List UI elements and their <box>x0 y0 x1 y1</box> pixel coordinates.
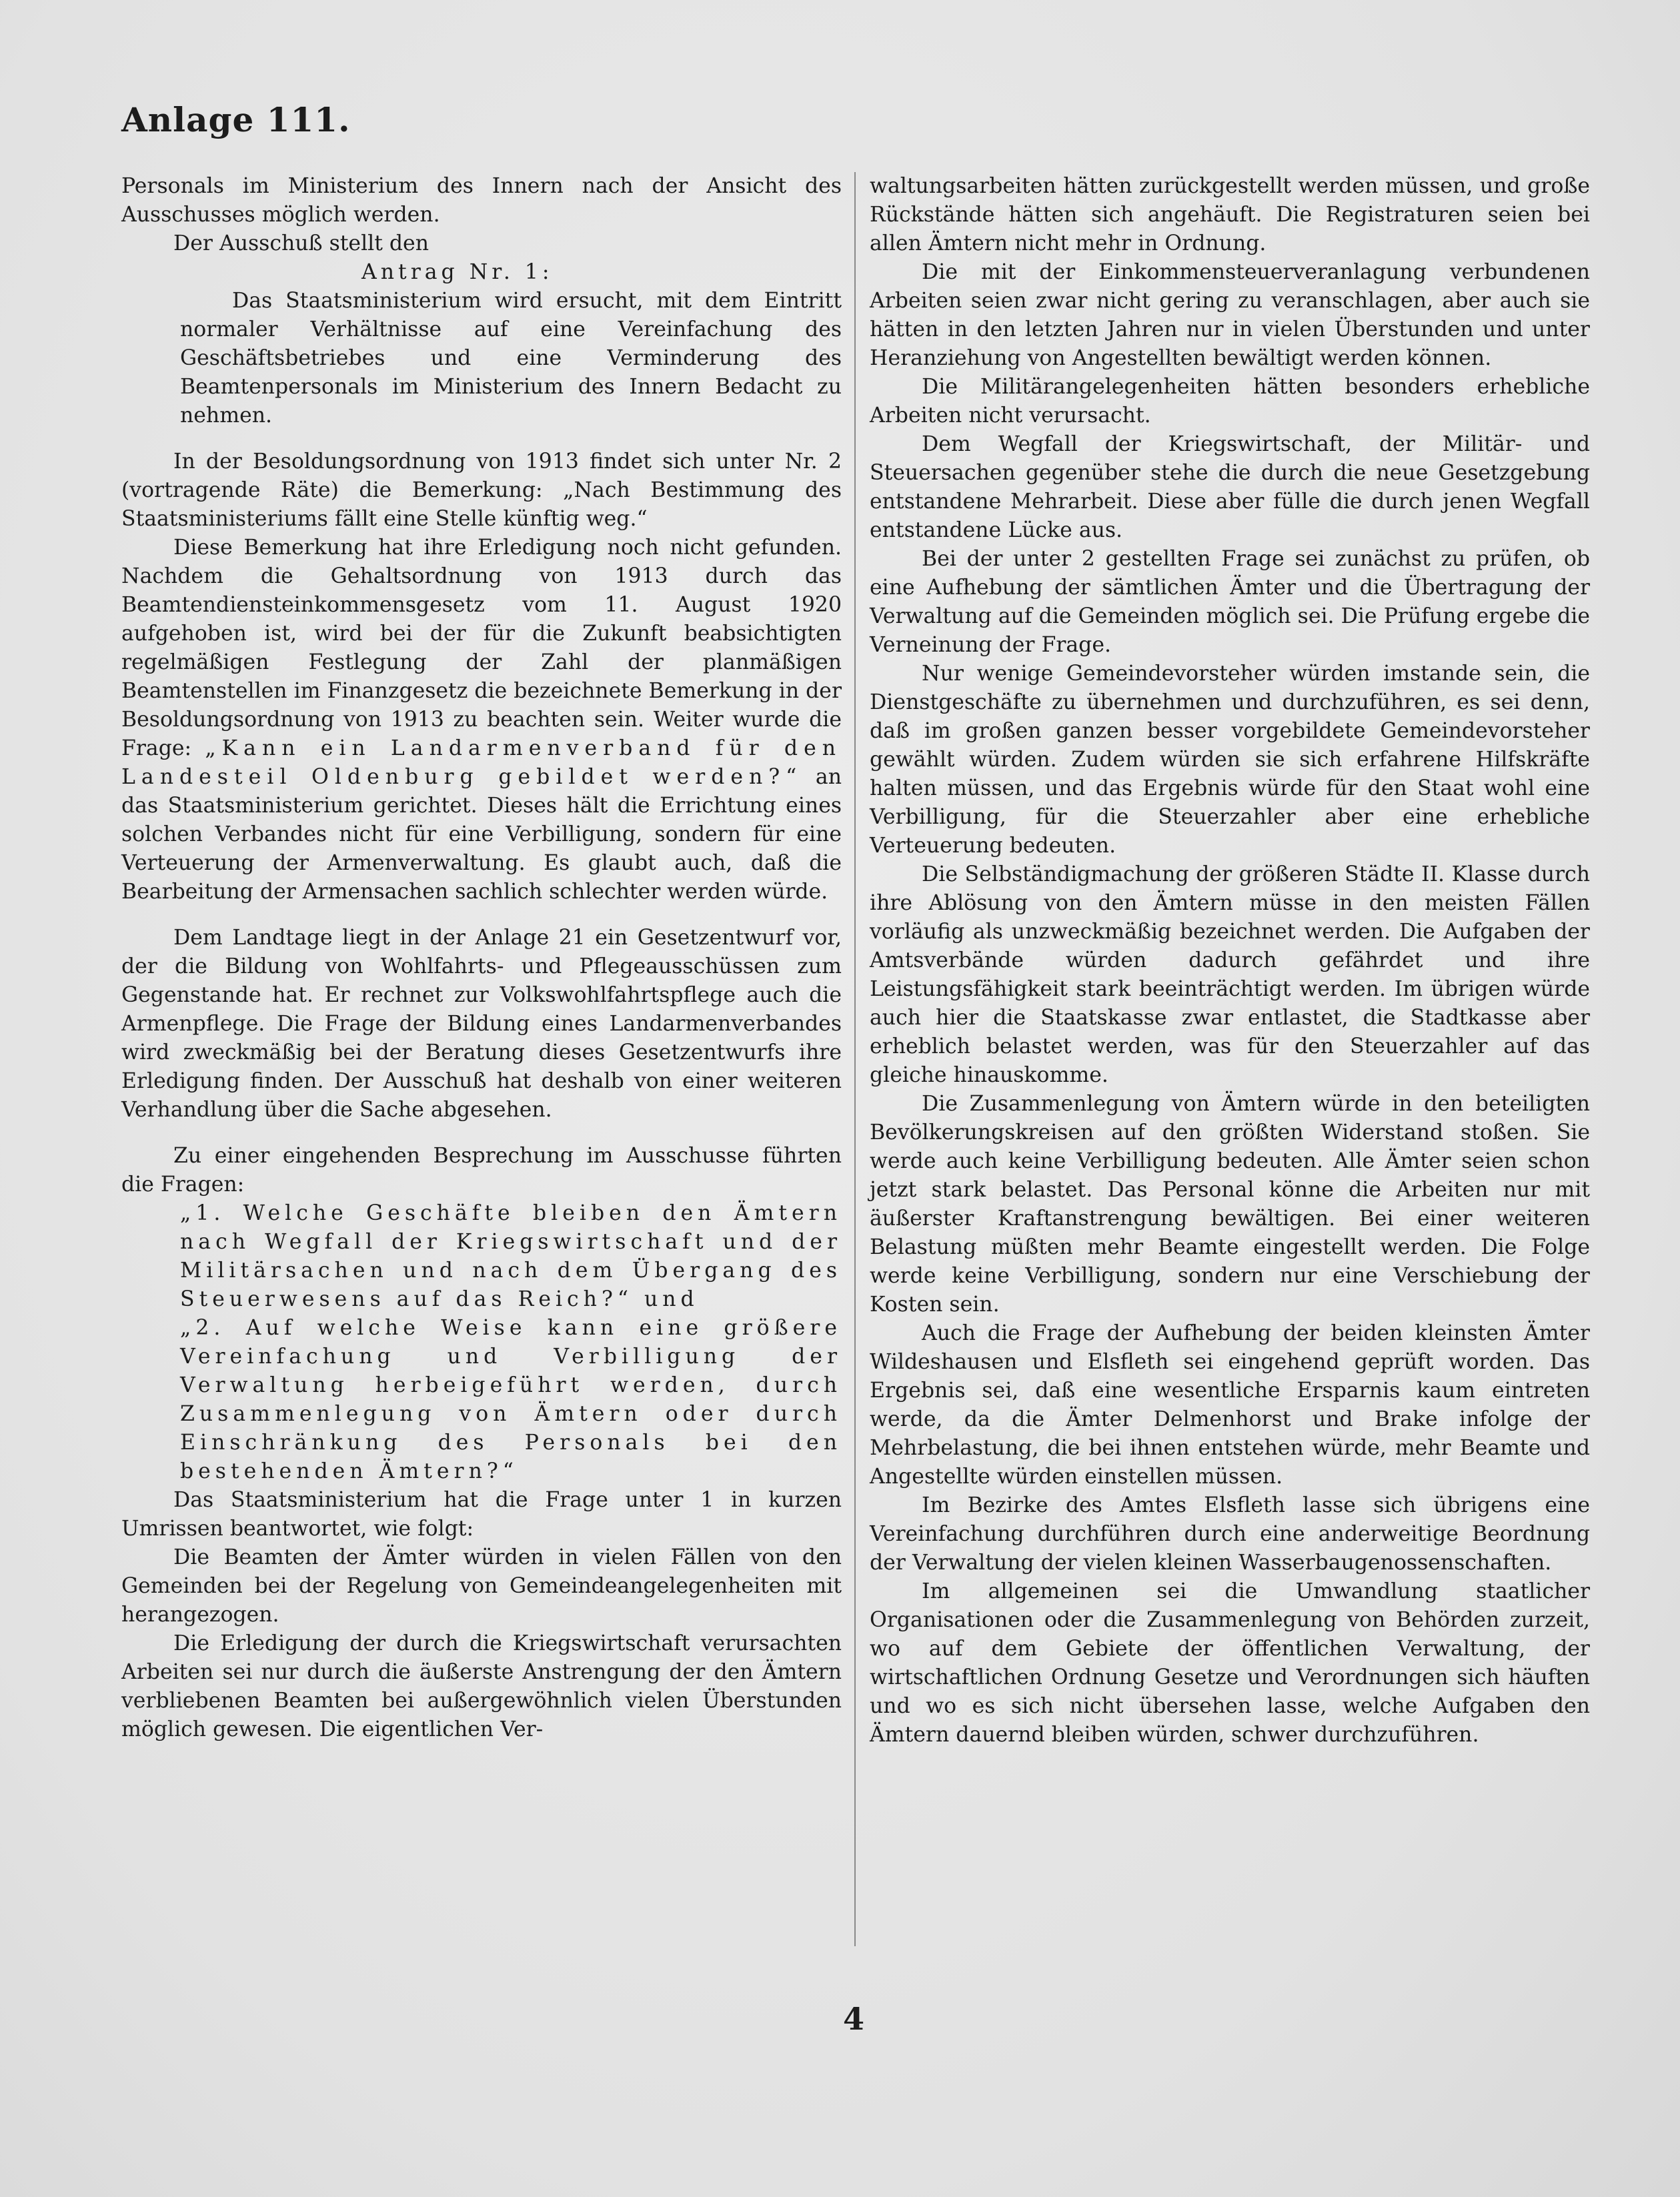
page-number: 4 <box>842 2001 864 2037</box>
page-header: Anlage 111. <box>121 100 351 139</box>
paragraph-text: an das Staatsministerium gerichtet. Dieses hält die Errichtung eines solchen Verbandes nicht für eine Verbilligung, sondern für eine Verteuerung der Armenverwaltung. Es glaubt auch, daß die Bearbeitung der Armensachen sachlich schlechter werden würde. <box>121 765 842 904</box>
paragraph: Dem Wegfall der Kriegswirtschaft, der Militär- und Steuersachen gegenüber stehe die durch die neue Gesetzgebung entstandene Mehrarbeit. Diese aber fülle die durch jenen Wegfall entstandene Lücke aus. <box>870 432 1590 542</box>
list-item: „2. Auf welche Weise kann eine größere Vereinfachung und Verbilligung der Verwaltung herbeigeführt werden, durch Zusammenlegung von Ämtern oder durch Einschränkung des Personals bei den bestehenden Ämtern?“ <box>180 1316 842 1483</box>
paragraph: Im Bezirke des Amtes Elsfleth lasse sich übrigens eine Vereinfachung durchführen durch eine anderweitige Beordnung der Verwaltung der vielen kleinen Wasserbaugenossenschaften. <box>870 1493 1590 1575</box>
left-column <box>121 172 842 1744</box>
question-list <box>121 1199 842 1486</box>
paragraph: Der Ausschuß stellt den <box>173 231 429 255</box>
question-text: „Kann ein Landarmenverband für den Landesteil Oldenburg gebildet werden?“ <box>121 736 842 789</box>
paragraph: Die mit der Einkommensteuerveranlagung verbundenen Arbeiten seien zwar nicht gering zu veranschlagen, aber auch sie hätten in den letzten Jahren nur in vielen Überstunden und unter Heranziehung von Angestellten bewältigt werden können. <box>870 260 1590 370</box>
paragraph: Personals im Ministerium des Innern nach der Ansicht des Ausschusses möglich werden. <box>121 174 842 227</box>
paragraph: Die Selbständigmachung der größeren Städte II. Klasse durch ihre Ablösung von den Ämtern müsse in den meisten Fällen vorläufig als unzweckmäßig bezeichnet werden. Die Aufgaben der Amtsverbände würden dadurch gefährdet und ihre Leistungsfähigkeit stark beeinträchtigt werden. Im übrigen würde auch hier die Staatskasse zwar entlastet, die Stadtkasse aber erheblich belastet werden, was für den Steuerzahler auf das gleiche hinauskomme. <box>870 862 1590 1087</box>
column-divider <box>854 172 856 1946</box>
paragraph: waltungsarbeiten hätten zurückgestellt werden müssen, und große Rückstände hätten sich angehäuft. Die Registraturen seien bei allen Ämtern nicht mehr in Ordnung. <box>870 174 1590 255</box>
paragraph: Auch die Frage der Aufhebung der beiden kleinsten Ämter Wildeshausen und Elsfleth sei eingehend geprüft worden. Das Ergebnis sei, daß eine wesentliche Ersparnis kaum eintreten werde, da die Ämter Delmenhorst und Brake infolge der Mehrbelastung, die bei ihnen entstehen würde, mehr Beamte und Angestellte würden einstellen müssen. <box>870 1321 1590 1489</box>
paragraph <box>121 534 842 906</box>
paragraph: Die Militärangelegenheiten hätten besonders erhebliche Arbeiten nicht verursacht. <box>870 375 1590 428</box>
paragraph: Bei der unter 2 gestellten Frage sei zunächst zu prüfen, ob eine Aufhebung der sämtlichen Ämter und die Übertragung der Verwaltung auf die Gemeinden möglich sei. Die Prüfung ergebe die Verneinung der Frage. <box>870 547 1590 657</box>
paragraph-text: Diese Bemerkung hat ihre Erledigung noch nicht gefunden. Nachdem die Gehaltsordnung von 1913 durch das Beamtendiensteinkommensgesetz vom 11. August 1920 aufgehoben ist, wird bei der für die Zukunft beabsichtigten regelmäßigen Festlegung der Zahl der planmäßigen Beamtenstellen im Finanzgesetz die bezeichnete Bemerkung in der Besoldungsordnung von 1913 zu beachten sein. Weiter wurde die Frage: <box>121 536 842 760</box>
paragraph: Die Beamten der Ämter würden in vielen Fällen von den Gemeinden bei der Regelung von Gemeindeangelegenheiten mit herangezogen. <box>121 1545 842 1627</box>
paragraph: Im allgemeinen sei die Umwandlung staatlicher Organisationen oder die Zusammenlegung von Behörden zurzeit, wo auf dem Gebiete der öffentlichen Verwaltung, der wirtschaftlichen Ordnung Gesetze und Verordnungen sich häuften und wo es sich nicht übersehen lasse, welche Aufgaben den Ämtern dauernd bleiben würden, schwer durchzuführen. <box>870 1579 1590 1747</box>
right-column <box>870 172 1590 1749</box>
motion-heading: Antrag Nr. 1: <box>361 260 554 284</box>
paragraph: Nur wenige Gemeindevorsteher würden imstande sein, die Dienstgeschäfte zu übernehmen und durchzuführen, es sei denn, daß im großen ganzen besser vorgebildete Gemeindevorsteher gewählt würden. Zudem würden sie sich erfahrene Hilfskräfte halten müssen, und das Ergebnis würde für den Staat wohl eine Verbilligung, für die Steuerzahler aber eine erhebliche Verteuerung bedeuten. <box>870 662 1590 858</box>
paragraph: Dem Landtage liegt in der Anlage 21 ein Gesetzentwurf vor, der die Bildung von Wohlfahrts- und Pflegeausschüssen zum Gegenstande hat. Er rechnet zur Volkswohlfahrtspflege auch die Armenpflege. Die Frage der Bildung eines Landarmenverbandes wird zweckmäßig bei der Beratung dieses Gesetzentwurfs ihre Erledigung finden. Der Ausschuß hat deshalb von einer weiteren Verhandlung über die Sache abgesehen. <box>121 926 842 1122</box>
paragraph: Das Staatsministerium hat die Frage unter 1 in kurzen Umrissen beantwortet, wie folgt: <box>121 1488 842 1541</box>
paragraph: In der Besoldungsordnung von 1913 findet sich unter Nr. 2 (vortragende Räte) die Bemerkung: „Nach Bestimmung des Staatsministeriums fällt eine Stelle künftig weg.“ <box>121 450 842 531</box>
motion-text: Das Staatsministerium wird ersucht, mit dem Eintritt normaler Verhältnisse auf eine Vereinfachung des Geschäftsbetriebes und eine Verminderung des Beamtenpersonals im Ministerium des Innern Bedacht zu nehmen. <box>180 289 842 428</box>
paragraph: Die Zusammenlegung von Ämtern würde in den beteiligten Bevölkerungskreisen auf den größten Widerstand stoßen. Sie werde auch keine Verbilligung bedeuten. Alle Ämter seien schon jetzt stark belastet. Das Personal könne die Arbeiten nur mit äußerster Kraftanstrengung bewältigen. Bei einer weiteren Belastung müßten mehr Beamte eingestellt werden. Die Folge werde keine Verbilligung, sondern nur eine Verschiebung der Kosten sein. <box>870 1092 1590 1317</box>
list-item: „1. Welche Geschäfte bleiben den Ämtern nach Wegfall der Kriegswirtschaft und der Militärsachen und nach dem Übergang des Steuerwesens auf das Reich?“ und <box>180 1201 842 1311</box>
paragraph: Zu einer eingehenden Besprechung im Ausschusse führten die Fragen: <box>121 1144 842 1197</box>
paragraph: Die Erledigung der durch die Kriegswirtschaft verursachten Arbeiten sei nur durch die äußerste Anstrengung der den Ämtern verbliebenen Beamten bei außergewöhnlich vielen Überstunden möglich gewesen. Die eigentlichen Ver- <box>121 1631 842 1741</box>
